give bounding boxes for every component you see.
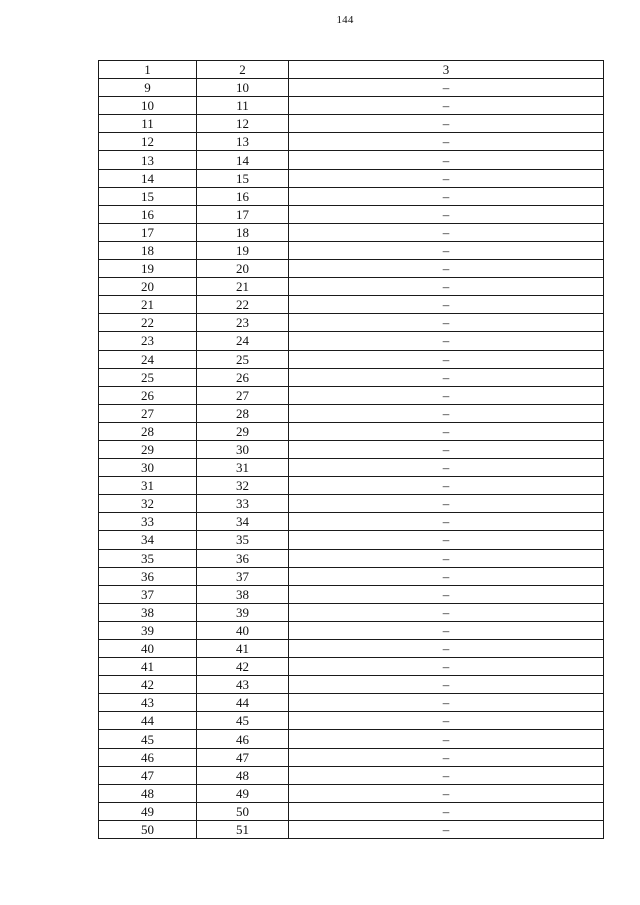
- table-cell: –: [289, 79, 604, 97]
- table-cell: 34: [197, 513, 289, 531]
- table-cell: 19: [197, 241, 289, 259]
- table-row: [99, 169, 604, 187]
- table-cell: 11: [197, 97, 289, 115]
- table-cell: 47: [197, 748, 289, 766]
- table-cell: –: [289, 766, 604, 784]
- table-cell: 17: [197, 205, 289, 223]
- table-row: [99, 459, 604, 477]
- page-number: 144: [336, 14, 354, 26]
- column-header: 3: [289, 61, 604, 79]
- table-cell: –: [289, 748, 604, 766]
- table-cell: 10: [99, 97, 197, 115]
- table-row: [99, 585, 604, 603]
- table-row: [99, 241, 604, 259]
- table-cell: 37: [197, 567, 289, 585]
- table-row: [99, 133, 604, 151]
- table-cell: 25: [197, 350, 289, 368]
- table-row: [99, 802, 604, 820]
- table-row: [99, 531, 604, 549]
- table-cell: 20: [197, 260, 289, 278]
- table-cell: 20: [99, 278, 197, 296]
- table-cell: –: [289, 820, 604, 838]
- table-cell: –: [289, 151, 604, 169]
- table-cell: 39: [197, 603, 289, 621]
- table-row: [99, 187, 604, 205]
- table-cell: 21: [99, 296, 197, 314]
- table-cell: –: [289, 567, 604, 585]
- table-cell: 26: [99, 386, 197, 404]
- table-cell: 11: [99, 115, 197, 133]
- table-cell: 38: [99, 603, 197, 621]
- table-row: [99, 513, 604, 531]
- table-row: [99, 766, 604, 784]
- table-cell: 16: [99, 205, 197, 223]
- table-cell: –: [289, 603, 604, 621]
- table-cell: –: [289, 350, 604, 368]
- table-cell: 14: [99, 169, 197, 187]
- table-cell: –: [289, 784, 604, 802]
- table-cell: 30: [99, 459, 197, 477]
- table-cell: –: [289, 260, 604, 278]
- table-cell: 37: [99, 585, 197, 603]
- table-row: [99, 640, 604, 658]
- table-cell: –: [289, 241, 604, 259]
- table-cell: –: [289, 531, 604, 549]
- table-row: [99, 368, 604, 386]
- table-cell: 41: [197, 640, 289, 658]
- table-cell: 43: [99, 694, 197, 712]
- table-cell: –: [289, 296, 604, 314]
- table-cell: 27: [197, 386, 289, 404]
- table-cell: 14: [197, 151, 289, 169]
- table-row: [99, 350, 604, 368]
- table-cell: –: [289, 404, 604, 422]
- table-row: [99, 440, 604, 458]
- table-row: [99, 97, 604, 115]
- table-cell: –: [289, 278, 604, 296]
- table-cell: –: [289, 205, 604, 223]
- table-row: [99, 784, 604, 802]
- table-cell: 46: [99, 748, 197, 766]
- table-row: [99, 748, 604, 766]
- table-cell: 30: [197, 440, 289, 458]
- table-cell: 9: [99, 79, 197, 97]
- table-cell: 35: [197, 531, 289, 549]
- table-body: [99, 79, 604, 839]
- table-cell: –: [289, 187, 604, 205]
- table-cell: 26: [197, 368, 289, 386]
- table-cell: 15: [99, 187, 197, 205]
- table-cell: 43: [197, 676, 289, 694]
- table-cell: 29: [99, 440, 197, 458]
- table-cell: –: [289, 440, 604, 458]
- table-row: [99, 151, 604, 169]
- column-header: 2: [197, 61, 289, 79]
- table-cell: –: [289, 223, 604, 241]
- table-row: [99, 820, 604, 838]
- table-cell: 13: [99, 151, 197, 169]
- table-cell: –: [289, 459, 604, 477]
- table-row: [99, 386, 604, 404]
- table-cell: –: [289, 513, 604, 531]
- table-cell: 31: [197, 459, 289, 477]
- table-cell: 42: [99, 676, 197, 694]
- table-cell: –: [289, 477, 604, 495]
- table-cell: 25: [99, 368, 197, 386]
- table-row: [99, 332, 604, 350]
- table-row: [99, 223, 604, 241]
- table-row: [99, 730, 604, 748]
- table-row: [99, 621, 604, 639]
- table-row: [99, 422, 604, 440]
- table-cell: 31: [99, 477, 197, 495]
- table-cell: 16: [197, 187, 289, 205]
- table-row: [99, 712, 604, 730]
- table-cell: –: [289, 386, 604, 404]
- table-cell: 18: [197, 223, 289, 241]
- table-cell: 21: [197, 278, 289, 296]
- table-cell: 35: [99, 549, 197, 567]
- table-cell: –: [289, 314, 604, 332]
- table-cell: 29: [197, 422, 289, 440]
- table-cell: –: [289, 169, 604, 187]
- table-cell: 49: [99, 802, 197, 820]
- table-cell: 51: [197, 820, 289, 838]
- table-cell: 44: [197, 694, 289, 712]
- table-cell: 40: [99, 640, 197, 658]
- table-cell: 19: [99, 260, 197, 278]
- table-cell: 34: [99, 531, 197, 549]
- table-cell: –: [289, 730, 604, 748]
- table-row: [99, 296, 604, 314]
- table-cell: –: [289, 97, 604, 115]
- table-cell: 47: [99, 766, 197, 784]
- table-cell: –: [289, 368, 604, 386]
- table-cell: 50: [197, 802, 289, 820]
- table-cell: 24: [99, 350, 197, 368]
- table-row: [99, 115, 604, 133]
- table-cell: 24: [197, 332, 289, 350]
- table-cell: 33: [99, 513, 197, 531]
- table-cell: –: [289, 802, 604, 820]
- table-row: [99, 694, 604, 712]
- table-cell: 23: [197, 314, 289, 332]
- table-header-row: [99, 61, 604, 79]
- table-cell: –: [289, 640, 604, 658]
- table-row: [99, 603, 604, 621]
- table-cell: –: [289, 495, 604, 513]
- table-cell: 17: [99, 223, 197, 241]
- table-row: [99, 79, 604, 97]
- table-cell: 28: [99, 422, 197, 440]
- table-cell: 33: [197, 495, 289, 513]
- table-cell: 10: [197, 79, 289, 97]
- column-header: 1: [99, 61, 197, 79]
- table-cell: 49: [197, 784, 289, 802]
- data-table: [98, 60, 604, 839]
- table-row: [99, 477, 604, 495]
- table-cell: 41: [99, 658, 197, 676]
- table-cell: –: [289, 585, 604, 603]
- table-row: [99, 205, 604, 223]
- table-cell: –: [289, 676, 604, 694]
- table-cell: 42: [197, 658, 289, 676]
- table-cell: 44: [99, 712, 197, 730]
- table-cell: –: [289, 621, 604, 639]
- table-cell: 46: [197, 730, 289, 748]
- table-row: [99, 549, 604, 567]
- table-cell: 38: [197, 585, 289, 603]
- table-cell: –: [289, 712, 604, 730]
- table-cell: 45: [99, 730, 197, 748]
- table-cell: 48: [197, 766, 289, 784]
- table-cell: –: [289, 115, 604, 133]
- table-cell: –: [289, 332, 604, 350]
- table-row: [99, 314, 604, 332]
- table-row: [99, 495, 604, 513]
- table-cell: 32: [197, 477, 289, 495]
- table-cell: 27: [99, 404, 197, 422]
- table-cell: 22: [99, 314, 197, 332]
- table-cell: –: [289, 694, 604, 712]
- table-cell: 50: [99, 820, 197, 838]
- table-cell: 40: [197, 621, 289, 639]
- table-cell: 39: [99, 621, 197, 639]
- table-cell: 28: [197, 404, 289, 422]
- table-row: [99, 260, 604, 278]
- table-cell: 36: [197, 549, 289, 567]
- table-cell: 12: [99, 133, 197, 151]
- table-cell: 45: [197, 712, 289, 730]
- table-cell: 23: [99, 332, 197, 350]
- table-cell: 12: [197, 115, 289, 133]
- table-row: [99, 567, 604, 585]
- table-cell: 18: [99, 241, 197, 259]
- table-cell: –: [289, 549, 604, 567]
- table-cell: 15: [197, 169, 289, 187]
- table-row: [99, 676, 604, 694]
- table-cell: –: [289, 133, 604, 151]
- table-cell: –: [289, 658, 604, 676]
- table-row: [99, 658, 604, 676]
- table-cell: –: [289, 422, 604, 440]
- table-cell: 22: [197, 296, 289, 314]
- table-cell: 13: [197, 133, 289, 151]
- table-cell: 32: [99, 495, 197, 513]
- table-cell: 36: [99, 567, 197, 585]
- table-row: [99, 404, 604, 422]
- table-cell: 48: [99, 784, 197, 802]
- table-row: [99, 278, 604, 296]
